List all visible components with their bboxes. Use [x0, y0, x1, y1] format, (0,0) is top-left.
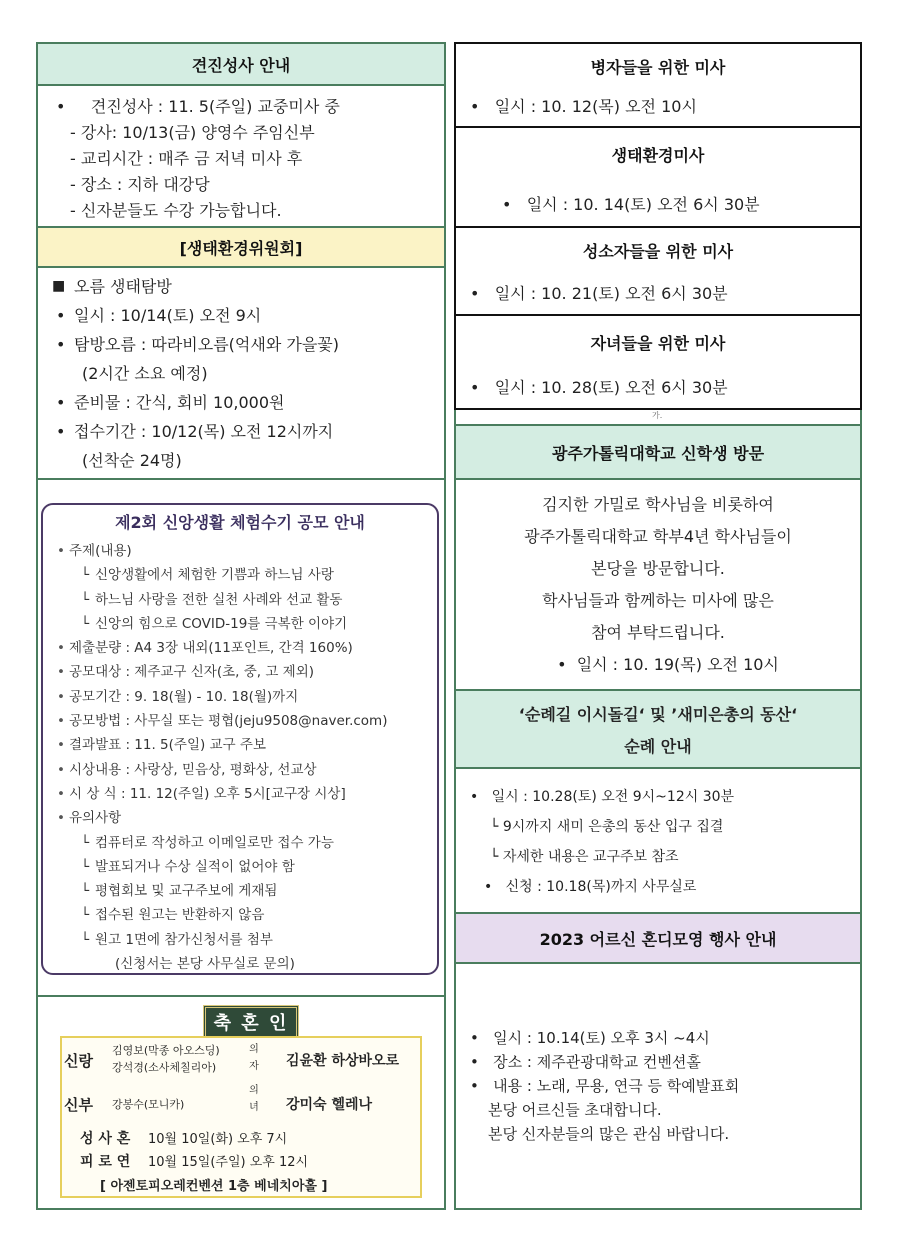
contest-line: • 시상내용 : 사랑상, 믿음상, 평화상, 선교상 [55, 758, 435, 782]
eco-item-note: (2시간 소요 예정) [82, 364, 208, 383]
seminarian-visit-title: 광주가톨릭대학교 신학생 방문 [456, 424, 860, 480]
wedding-box [60, 1036, 422, 1198]
visit-line: 학사님들과 함께하는 미사에 많은 [542, 591, 774, 610]
ceremony-time: 10월 10일(화) 오후 7시 [148, 1132, 288, 1147]
divider [456, 226, 860, 228]
contest-line: • 공모기간 : 9. 18(월) - 10. 18(월)까지 [55, 685, 435, 709]
eco-heading: ■ 오름 생태탐방 [48, 272, 339, 301]
elders-date: • 일시 : 10.14(토) 오후 3시 ~4시 [470, 1029, 710, 1047]
visit-date: • 일시 : 10. 19(목) 오전 10시 [557, 655, 779, 674]
divider [456, 126, 860, 128]
vocation-mass-line: • 일시 : 10. 21(토) 오전 6시 30분 [470, 284, 728, 303]
pilgrimage-sub: └ 자세한 내용은 교구주보 참조 [490, 849, 679, 865]
wedding-venue: [ 아젠토피오레컨벤션 1층 베네치아홀 ] [100, 1179, 328, 1194]
children-mass-line: • 일시 : 10. 28(토) 오전 6시 30분 [470, 378, 728, 397]
contest-line: └ 신앙생활에서 체험한 기쁨과 하느님 사랑 [55, 563, 435, 587]
reception-time: 10월 15일(주일) 오후 12시 [148, 1155, 309, 1170]
bride-name: 강미숙 헬레나 [286, 1097, 373, 1113]
bride-label: 신부 [64, 1096, 93, 1114]
confirmation-lead: 견진성사 : 11. 5(주일) 교중미사 중 [90, 97, 340, 116]
contest-line: └ 접수된 원고는 반환하지 않음 [55, 903, 435, 927]
eco-committee-title: [생태환경위원회] [38, 226, 444, 268]
eco-item: • 탐방오름 : 따라비오름(억새와 가을꽃) [48, 330, 339, 359]
eco-item: • 준비물 : 간식, 회비 10,000원 [48, 388, 339, 417]
groom-relation: 의 자 [249, 1044, 259, 1072]
visit-line: 김지한 가밀로 학사님을 비롯하여 [542, 495, 774, 514]
contest-line: • 주제(내용) [55, 539, 435, 563]
children-mass-title: 자녀들을 위한 미사 [590, 333, 726, 353]
pilgrimage-title: ‘순례길 이시돌길‘ 및 ’새미은총의 동산‘ 순례 안내 [456, 689, 860, 769]
confirmation-title: 견진성사 안내 [38, 44, 444, 86]
seminarian-visit-body [456, 489, 860, 685]
groom-label: 신랑 [64, 1052, 93, 1070]
eco-item: • 접수기간 : 10/12(목) 오전 12시까지 [48, 417, 339, 446]
confirmation-item: - 교리시간 : 매주 금 저녁 미사 후 [70, 149, 303, 168]
sick-mass-line: • 일시 : 10. 12(목) 오전 10시 [470, 97, 697, 116]
eco-item-note: (선착순 24명) [82, 451, 182, 470]
confirmation-body: • 견진성사 : 11. 5(주일) 교중미사 중 - 강사: 10/13(금) 양영수 주임신부 - 교리시간 : 매주 금 저녁 미사 후 - 장소 : 지하 대강당 - 신자분들도 수강 가능합니다. [38, 88, 444, 226]
reception-label: 피 로 연 [80, 1154, 131, 1170]
tiny-mark: 가. [652, 411, 663, 420]
eco-mass-line: • 일시 : 10. 14(토) 오전 6시 30분 [502, 195, 760, 214]
confirmation-item: - 신자분들도 수강 가능합니다. [70, 201, 282, 220]
ceremony-label: 성 사 혼 [80, 1131, 131, 1147]
pilgrimage-body [470, 782, 850, 902]
groom-parent: 김영보(막종 아오스딩) [112, 1044, 220, 1057]
contest-line: └ 신앙의 힘으로 COVID-19를 극복한 이야기 [55, 612, 435, 636]
visit-line: 본당을 방문합니다. [591, 559, 725, 578]
elders-place: • 장소 : 제주관광대학교 컨벤션홀 [470, 1053, 701, 1071]
contest-title: 제2회 신앙생활 체험수기 공모 안내 [115, 513, 365, 532]
elders-content: • 내용 : 노래, 무용, 연극 등 학예발표회 [470, 1077, 740, 1095]
sick-mass-title: 병자들을 위한 미사 [590, 57, 726, 77]
divider [38, 995, 444, 997]
contest-line: └ 컴퓨터로 작성하고 이메일로만 접수 가능 [55, 831, 435, 855]
contest-box [41, 503, 439, 975]
confirmation-item: - 강사: 10/13(금) 양영수 주임신부 [70, 123, 315, 142]
contest-line: └ 평협회보 및 교구주보에 게재됨 [55, 879, 435, 903]
visit-line: 광주가톨릭대학교 학부4년 학사님들이 [524, 527, 792, 546]
confirmation-item: - 장소 : 지하 대강당 [70, 175, 210, 194]
groom-parent: 강석경(소사체칠리아) [112, 1061, 217, 1074]
visit-line: 참여 부탁드립니다. [591, 623, 725, 642]
pilgrimage-date: • 일시 : 10.28(토) 오전 9시~12시 30분 [470, 789, 735, 805]
contest-line: (신청서는 본당 사무실로 문의) [115, 956, 295, 973]
contest-line: • 결과발표 : 11. 5(주일) 교구 주보 [55, 733, 435, 757]
contest-line: • 시 상 식 : 11. 12(주일) 오후 5시[교구장 시상] [55, 782, 435, 806]
contest-line: └ 발표되거나 수상 실적이 없어야 함 [55, 855, 435, 879]
elders-note: 본당 신자분들의 많은 관심 바랍니다. [488, 1125, 730, 1143]
eco-mass-title: 생태환경미사 [611, 145, 705, 165]
bride-parent: 강봉수(모니카) [112, 1098, 185, 1111]
bride-relation: 의 녀 [249, 1085, 259, 1113]
contest-lines [55, 539, 435, 976]
contest-line: └ 하느님 사랑을 전한 실천 사례와 선교 활동 [55, 588, 435, 612]
elders-note: 본당 어르신들 초대합니다. [488, 1101, 662, 1119]
elders-event-title: 2023 어르신 혼디모영 행사 안내 [456, 912, 860, 964]
contest-line: • 유의사항 [55, 806, 435, 830]
vocation-mass-title: 성소자들을 위한 미사 [582, 241, 734, 261]
divider [456, 314, 860, 316]
pilgrimage-sub: └ 9시까지 새미 은총의 동산 입구 집결 [490, 819, 724, 835]
groom-name: 김윤환 하상바오로 [286, 1053, 400, 1069]
contest-line: • 공모방법 : 사무실 또는 평협(jeju9508@naver.com) [55, 709, 435, 733]
contest-line: • 공모대상 : 제주교구 신자(초, 중, 고 제외) [55, 660, 435, 684]
contest-line: • 제출분량 : A4 3장 내외(11포인트, 간격 160%) [55, 636, 435, 660]
pilgrimage-apply: • 신청 : 10.18(목)까지 사무실로 [484, 879, 697, 895]
contest-line: └ 원고 1면에 참가신청서를 첨부 [55, 928, 435, 952]
eco-item: • 일시 : 10/14(토) 오전 9시 [48, 301, 339, 330]
wedding-badge: 축 혼 인 [203, 1005, 299, 1039]
eco-committee-body [38, 270, 444, 480]
elders-event-body [470, 1026, 854, 1146]
